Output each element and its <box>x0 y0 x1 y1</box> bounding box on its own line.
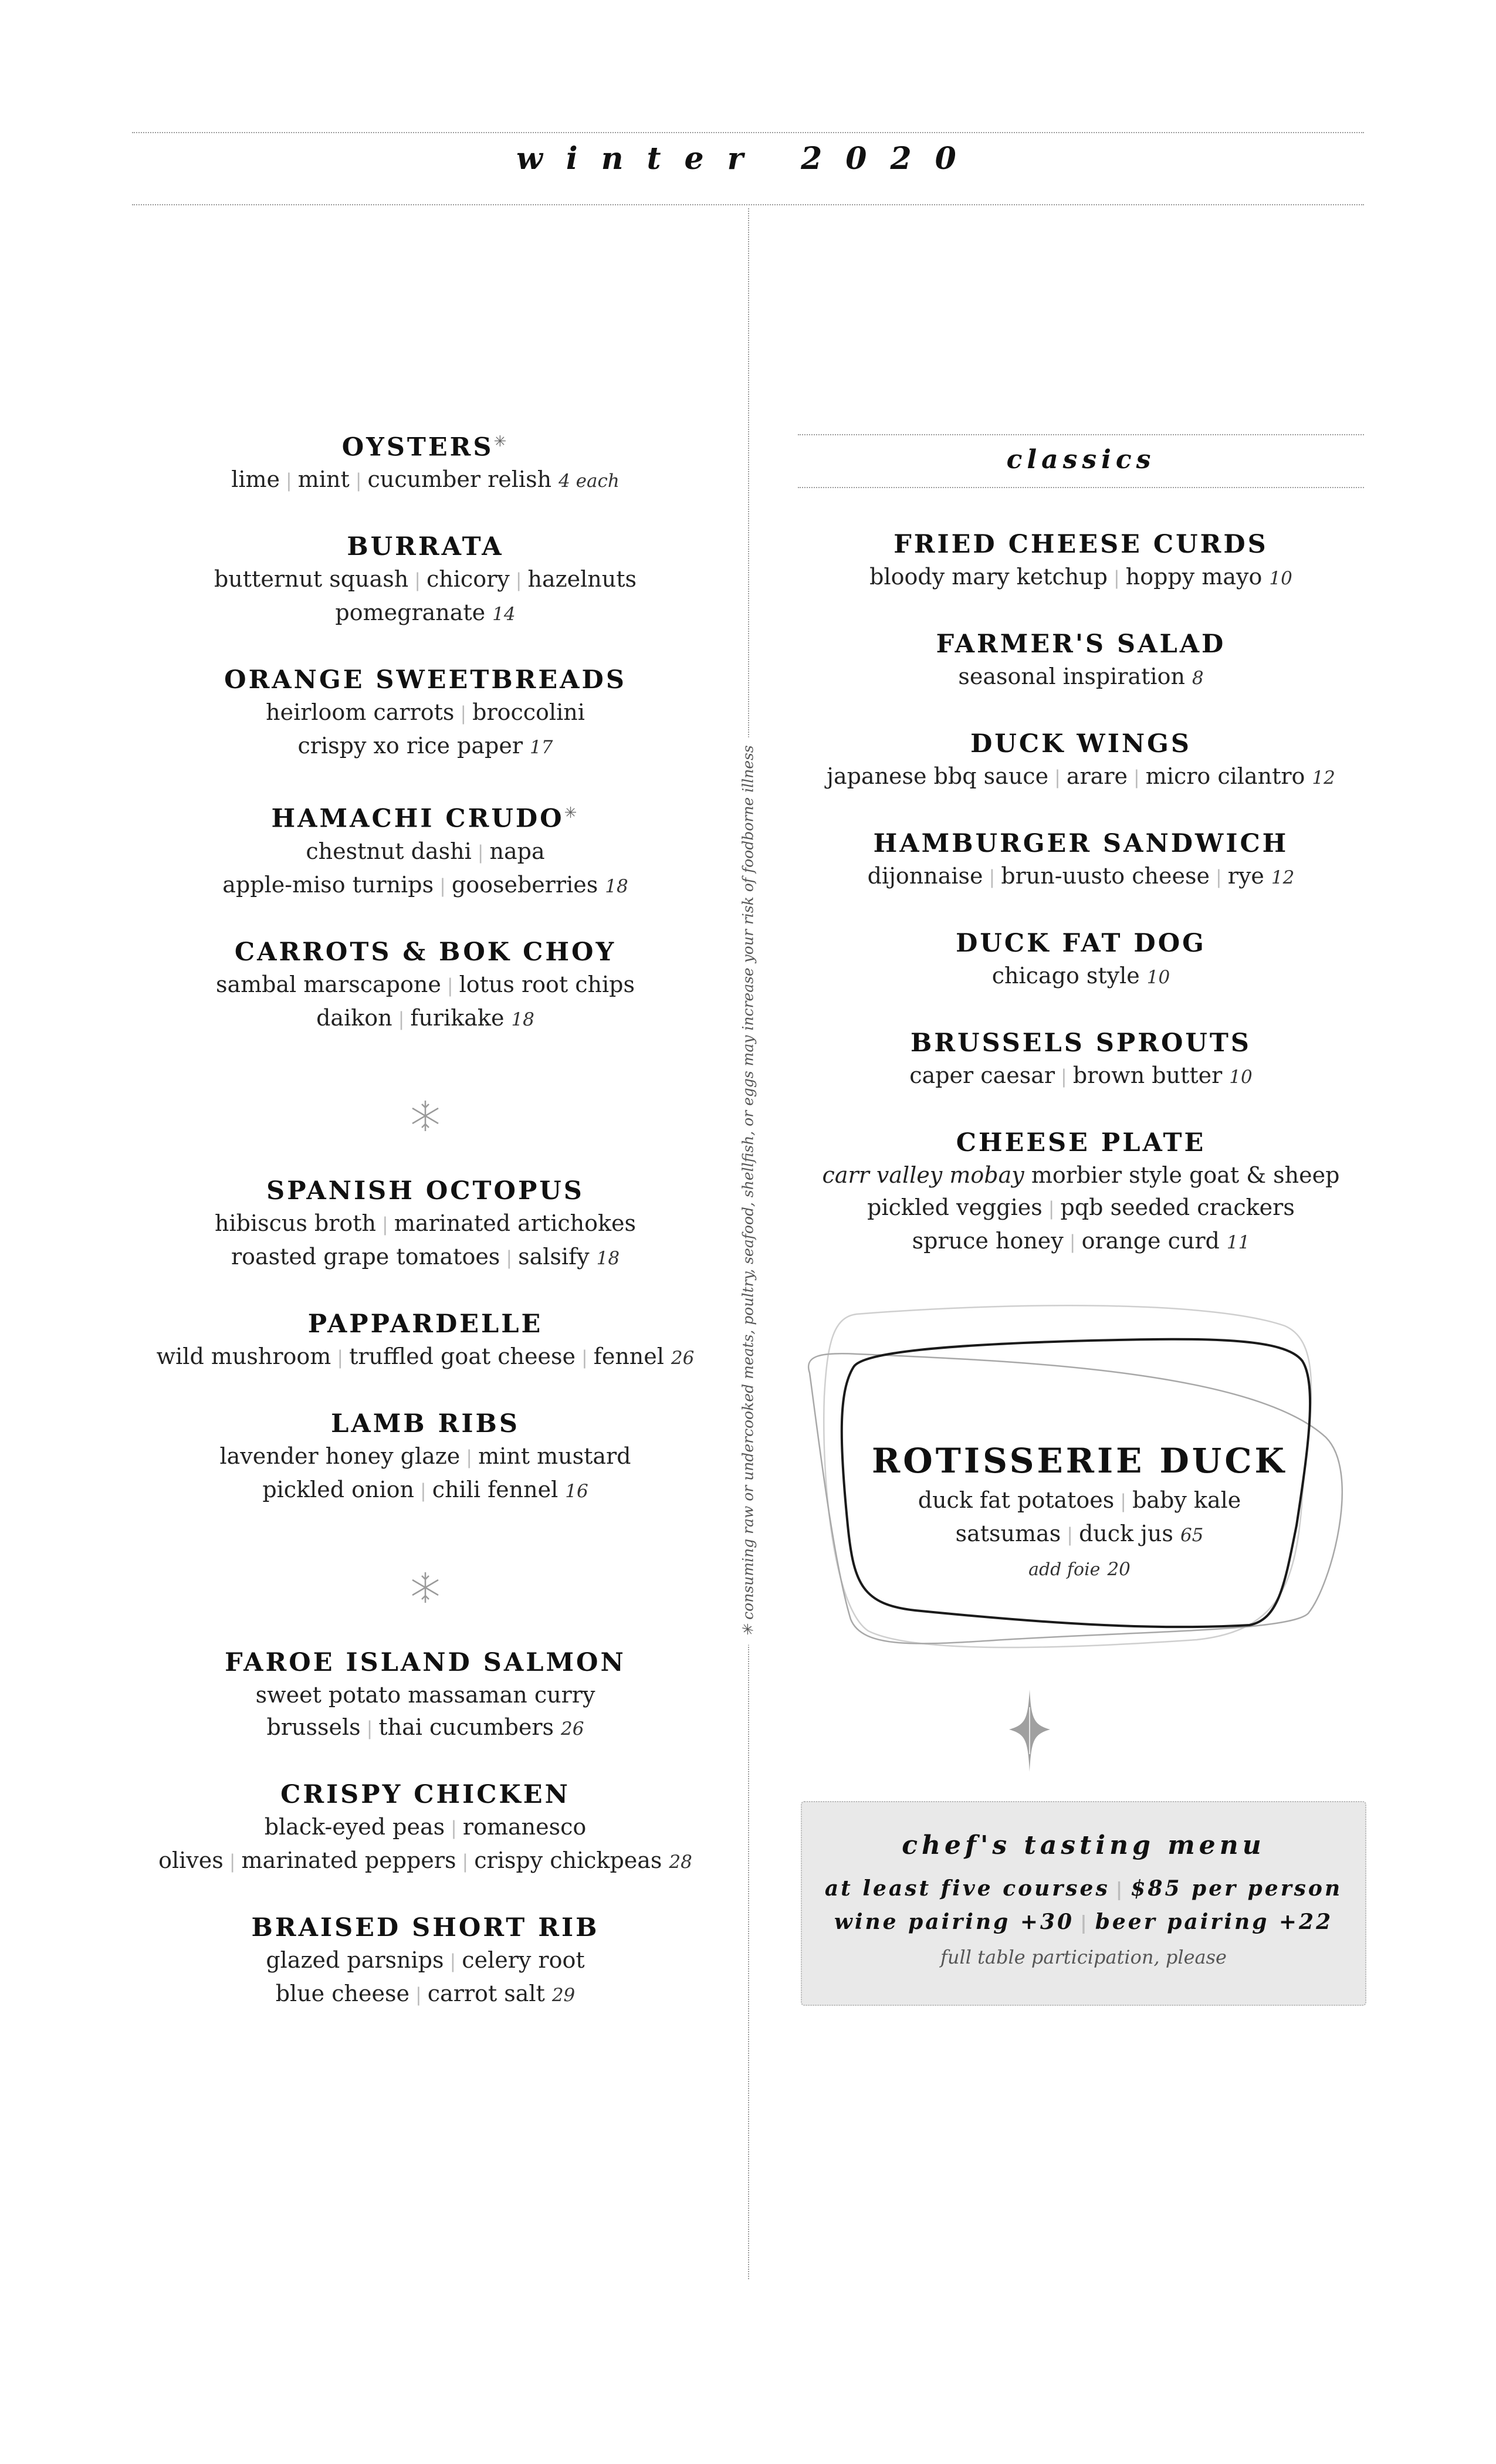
ingredient: seasonal inspiration <box>958 664 1185 689</box>
item-description-line <box>798 1159 1364 1192</box>
item-price: 10 <box>1229 1067 1253 1088</box>
separator: | <box>382 1213 388 1236</box>
item-name-text: CHEESE PLATE <box>956 1128 1206 1157</box>
ingredient: glazed parsnips <box>266 1947 444 1973</box>
separator: | <box>989 866 996 888</box>
separator: | <box>1216 866 1222 888</box>
separator: | <box>355 469 362 492</box>
separator: | <box>515 569 522 592</box>
classics-header <box>798 434 1364 488</box>
menu-item <box>132 530 719 631</box>
page-title: winter 2020 <box>516 141 980 177</box>
separator: | <box>414 569 421 592</box>
tasting-pairings-line <box>802 1905 1365 1939</box>
menu-item <box>132 425 719 497</box>
menu-group-2 <box>132 1175 719 1508</box>
item-name <box>132 425 719 463</box>
ingredient: marinated artichokes <box>394 1210 637 1236</box>
separator: | <box>1067 1524 1073 1546</box>
ingredient: rye <box>1227 863 1264 889</box>
separator: | <box>446 974 453 997</box>
item-description-line <box>132 869 719 903</box>
classics-rule-bottom <box>798 487 1364 488</box>
separator: | <box>1115 1878 1125 1900</box>
snowflake-divider-1 <box>132 1057 719 1175</box>
ingredient: roasted grape tomatoes <box>231 1243 500 1270</box>
separator: | <box>477 841 484 864</box>
separator: | <box>1113 567 1120 589</box>
ingredient: apple-miso turnips <box>222 871 434 898</box>
menu-group-3 <box>132 1646 719 2012</box>
item-name-text: OYSTERS <box>341 432 494 462</box>
ingredient: fennel <box>593 1343 664 1369</box>
ingredient: thai cucumbers <box>378 1714 554 1740</box>
item-name-text: FARMER'S SALAD <box>936 629 1226 659</box>
item-name-text: BURRATA <box>347 532 504 562</box>
ingredient: salsify <box>518 1243 590 1270</box>
separator: | <box>229 1850 236 1873</box>
tasting-note: full table participation, please <box>940 1946 1227 1968</box>
item-price: 26 <box>671 1347 695 1369</box>
item-description-line <box>132 1241 719 1275</box>
item-description-line <box>132 1811 719 1844</box>
ingredient: pickled onion <box>262 1476 415 1502</box>
ingredient: lavender honey glaze <box>219 1443 461 1469</box>
ingredient: hazelnuts <box>527 566 637 593</box>
menu-item <box>132 664 719 764</box>
item-price: 29 <box>551 1984 576 2006</box>
separator: | <box>1048 1197 1055 1220</box>
addon-price: 20 <box>1107 1559 1131 1580</box>
ingredient: blue cheese <box>275 1980 409 2006</box>
item-description-line <box>798 1484 1361 1518</box>
separator: | <box>420 1479 427 1502</box>
menu-item <box>798 628 1364 695</box>
item-price: 8 <box>1192 668 1204 689</box>
separator: | <box>398 1007 405 1030</box>
item-price: 16 <box>565 1480 588 1502</box>
item-name <box>798 1126 1364 1159</box>
item-description-line <box>798 1060 1364 1094</box>
item-name <box>132 797 719 835</box>
featured-dish-card <box>798 1302 1385 1666</box>
menu-item <box>132 1407 719 1508</box>
item-price: 12 <box>1312 767 1335 788</box>
item-price: 28 <box>669 1851 692 1873</box>
item-description-line <box>132 1474 719 1508</box>
item-name-text: FAROE ISLAND SALMON <box>225 1647 626 1677</box>
ingredient: satsumas <box>955 1521 1061 1546</box>
ingredient: bloody mary ketchup <box>869 564 1108 590</box>
item-description-line <box>798 1192 1364 1225</box>
separator: | <box>462 1850 469 1873</box>
separator: | <box>415 1983 422 2006</box>
featured-dish-description <box>798 1484 1361 1552</box>
item-name <box>132 936 719 969</box>
ingredient: romanesco <box>462 1813 587 1840</box>
ingredient: cucumber relish <box>367 466 552 493</box>
item-price: 18 <box>605 875 628 897</box>
menu-group-1 <box>132 425 719 1036</box>
snowflake-divider-2 <box>132 1529 719 1646</box>
ingredient: duck fat potatoes <box>918 1487 1115 1513</box>
item-description-line <box>132 1944 719 1978</box>
item-name-text: HAMACHI CRUDO <box>271 804 564 834</box>
item-name-text: DUCK FAT DOG <box>956 929 1206 958</box>
item-description-line <box>132 1002 719 1036</box>
header-rule-bottom <box>132 204 1364 205</box>
menu-item <box>132 797 719 902</box>
item-description-line <box>132 463 719 497</box>
ingredient: crispy xo rice paper <box>297 733 523 759</box>
ingredient: lime <box>231 466 280 493</box>
item-description-line <box>132 1207 719 1241</box>
asterisk-snowflake-icon <box>407 1097 444 1135</box>
ingredient: mint <box>297 466 350 493</box>
tasting-courses-line <box>802 1872 1365 1905</box>
separator: | <box>1133 766 1140 788</box>
ingredient: pomegranate <box>335 600 486 626</box>
separator: | <box>466 1446 473 1468</box>
separator: | <box>506 1246 513 1269</box>
menu-item <box>132 1911 719 2012</box>
item-name-text: LAMB RIBS <box>331 1409 520 1439</box>
ingredient: lotus root chips <box>459 971 635 997</box>
menu-item <box>132 1308 719 1375</box>
item-description-line <box>132 730 719 764</box>
tasting-price: $85 per person <box>1131 1876 1343 1901</box>
ingredient: sweet potato massaman curry <box>255 1681 595 1708</box>
beer-pairing: beer pairing +22 <box>1095 1910 1333 1934</box>
item-price: 26 <box>561 1718 584 1739</box>
ingredient: chicago style <box>991 963 1140 989</box>
item-description-line <box>798 960 1364 994</box>
ingredient: spruce honey <box>912 1228 1064 1254</box>
item-description-line <box>132 563 719 597</box>
item-name-text: FRIED CHEESE CURDS <box>893 530 1268 559</box>
wine-pairing: wine pairing +30 <box>834 1910 1075 1934</box>
item-name <box>132 1308 719 1341</box>
separator: | <box>1061 1065 1067 1088</box>
ingredient: crispy chickpeas <box>474 1847 662 1873</box>
separator: | <box>451 1816 457 1839</box>
item-italic-lead: carr valley mobay <box>822 1162 1024 1188</box>
item-description-line <box>132 1440 719 1474</box>
item-description-line <box>132 696 719 730</box>
ingredient: japanese bbq sauce <box>827 763 1049 789</box>
item-description-line <box>132 1978 719 2012</box>
item-price: 65 <box>1180 1525 1204 1546</box>
item-name <box>132 664 719 696</box>
item-price: 18 <box>596 1247 620 1269</box>
item-description-line <box>132 1844 719 1879</box>
ingredient: orange curd <box>1081 1228 1220 1254</box>
item-price: 14 <box>492 604 516 625</box>
featured-dish-name: ROTISSERIE DUCK <box>872 1441 1287 1481</box>
item-name-text: ORANGE SWEETBREADS <box>224 665 627 695</box>
ingredient: heirloom carrots <box>266 699 455 726</box>
ingredient: caper caesar <box>909 1062 1055 1088</box>
ingredient: olives <box>158 1847 224 1873</box>
left-menu-column <box>132 425 719 2045</box>
ingredient: brown butter <box>1072 1062 1223 1088</box>
item-name-text: PAPPARDELLE <box>307 1309 543 1339</box>
ingredient: duck jus <box>1078 1521 1173 1546</box>
item-description-line <box>132 1341 719 1375</box>
ingredient: chili fennel <box>432 1476 559 1502</box>
ingredient: celery root <box>462 1947 585 1973</box>
separator: | <box>439 874 446 897</box>
ingredient: pqb seeded crackers <box>1060 1194 1295 1220</box>
item-name <box>132 1175 719 1207</box>
separator: | <box>1069 1231 1076 1253</box>
separator: | <box>337 1346 344 1369</box>
item-name-text: DUCK WINGS <box>970 729 1192 759</box>
item-price: 10 <box>1146 967 1170 988</box>
ingredient: morbier style goat & sheep <box>1031 1162 1340 1188</box>
ingredient: hoppy mayo <box>1125 564 1263 590</box>
item-name-text: HAMBURGER SANDWICH <box>873 829 1289 858</box>
menu-item <box>798 827 1364 894</box>
item-description-line <box>798 1518 1361 1552</box>
item-description-line <box>132 969 719 1002</box>
item-description-line <box>132 597 719 631</box>
menu-item <box>798 1027 1364 1094</box>
item-name <box>798 927 1364 960</box>
separator: | <box>286 469 292 492</box>
item-name-text: SPANISH OCTOPUS <box>266 1176 584 1206</box>
menu-item <box>132 1175 719 1275</box>
ingredient: chestnut dashi <box>306 838 472 864</box>
ingredient: gooseberries <box>451 871 598 898</box>
item-name <box>132 1646 719 1679</box>
menu-item <box>132 936 719 1036</box>
item-name-text: BRAISED SHORT RIB <box>251 1913 600 1942</box>
ingredient: furikake <box>410 1004 505 1031</box>
featured-dish-addon <box>798 1552 1361 1588</box>
ingredient: dijonnaise <box>867 863 983 889</box>
ingredient: broccolini <box>472 699 585 726</box>
ingredient: marinated peppers <box>241 1847 456 1873</box>
ingredient: daikon <box>316 1004 392 1031</box>
item-description-line <box>132 835 719 869</box>
ingredient: sambal marscapone <box>215 971 441 997</box>
tasting-menu-panel <box>801 1801 1366 2006</box>
item-price: 12 <box>1271 867 1295 888</box>
menu-item <box>798 727 1364 794</box>
menu-item <box>798 1126 1364 1259</box>
ingredient: truffled goat cheese <box>349 1343 576 1369</box>
item-name-text: CARROTS & BOK CHOY <box>234 937 617 967</box>
menu-item <box>798 528 1364 595</box>
featured-dish-text <box>798 1437 1361 1588</box>
item-description-line <box>798 1225 1364 1259</box>
item-price: 10 <box>1269 568 1292 589</box>
item-name <box>132 1407 719 1440</box>
item-price: 11 <box>1226 1232 1250 1253</box>
item-description-line <box>132 1679 719 1711</box>
item-description-line <box>798 760 1364 794</box>
item-name <box>132 1911 719 1944</box>
raw-warning-mark: ✳ <box>493 433 509 451</box>
item-name <box>798 528 1364 561</box>
ingredient: brun-uusto cheese <box>1001 863 1210 889</box>
item-name <box>798 1027 1364 1060</box>
menu-item <box>132 1646 719 1745</box>
item-price: 17 <box>530 737 553 759</box>
item-name <box>798 827 1364 860</box>
separator: | <box>460 702 467 725</box>
item-price: 18 <box>511 1008 534 1030</box>
item-name <box>798 727 1364 760</box>
item-name <box>132 1778 719 1811</box>
ingredient: mint mustard <box>478 1443 631 1469</box>
asterisk-snowflake-icon <box>407 1569 444 1606</box>
foodborne-illness-notice: ✳ consuming raw or undercooked meats, poultry, seafood, shellfish, or eggs may increase your risk of foodborne illness <box>740 737 757 1644</box>
menu-item <box>132 1778 719 1879</box>
separator: | <box>1120 1490 1127 1512</box>
ingredient: pickled veggies <box>867 1194 1043 1220</box>
item-price: 4 each <box>559 471 620 492</box>
item-description-line <box>798 561 1364 595</box>
ingredient: baby kale <box>1132 1487 1241 1513</box>
item-name-text: BRUSSELS SPROUTS <box>911 1028 1251 1058</box>
ingredient: black-eyed peas <box>264 1813 445 1840</box>
item-name <box>132 530 719 563</box>
separator: | <box>1054 766 1061 788</box>
ingredient: micro cilantro <box>1145 763 1305 789</box>
ingredient: wild mushroom <box>156 1343 331 1369</box>
separator: | <box>581 1346 588 1369</box>
ingredient: arare <box>1066 763 1128 789</box>
item-description-line <box>132 1711 719 1745</box>
menu-item <box>798 927 1364 994</box>
four-point-sparkle-icon <box>1009 1690 1050 1772</box>
item-description-line <box>798 661 1364 695</box>
header-rule-top <box>132 132 1364 133</box>
item-description-line <box>798 860 1364 894</box>
classics-rule-top <box>798 434 1364 435</box>
classics-list <box>798 528 1364 1292</box>
ingredient: hibiscus broth <box>214 1210 377 1236</box>
raw-warning-mark: ✳ <box>564 804 580 823</box>
separator: | <box>366 1717 373 1739</box>
sparkle-ornament <box>1009 1690 1050 1774</box>
ingredient: napa <box>489 838 545 864</box>
item-name-text: CRISPY CHICKEN <box>280 1779 570 1809</box>
ingredient: butternut squash <box>214 566 409 593</box>
tasting-menu-title: chef's tasting menu <box>902 1830 1265 1860</box>
item-name <box>798 628 1364 661</box>
separator: | <box>449 1949 456 1972</box>
ingredient: chicory <box>427 566 510 593</box>
classics-title: classics <box>1006 445 1156 475</box>
addon-label: add foie <box>1028 1559 1101 1580</box>
ingredient: carrot salt <box>427 1980 545 2006</box>
ingredient: brussels <box>266 1714 361 1740</box>
tasting-courses: at least five courses <box>824 1876 1110 1901</box>
separator: | <box>1080 1911 1089 1934</box>
